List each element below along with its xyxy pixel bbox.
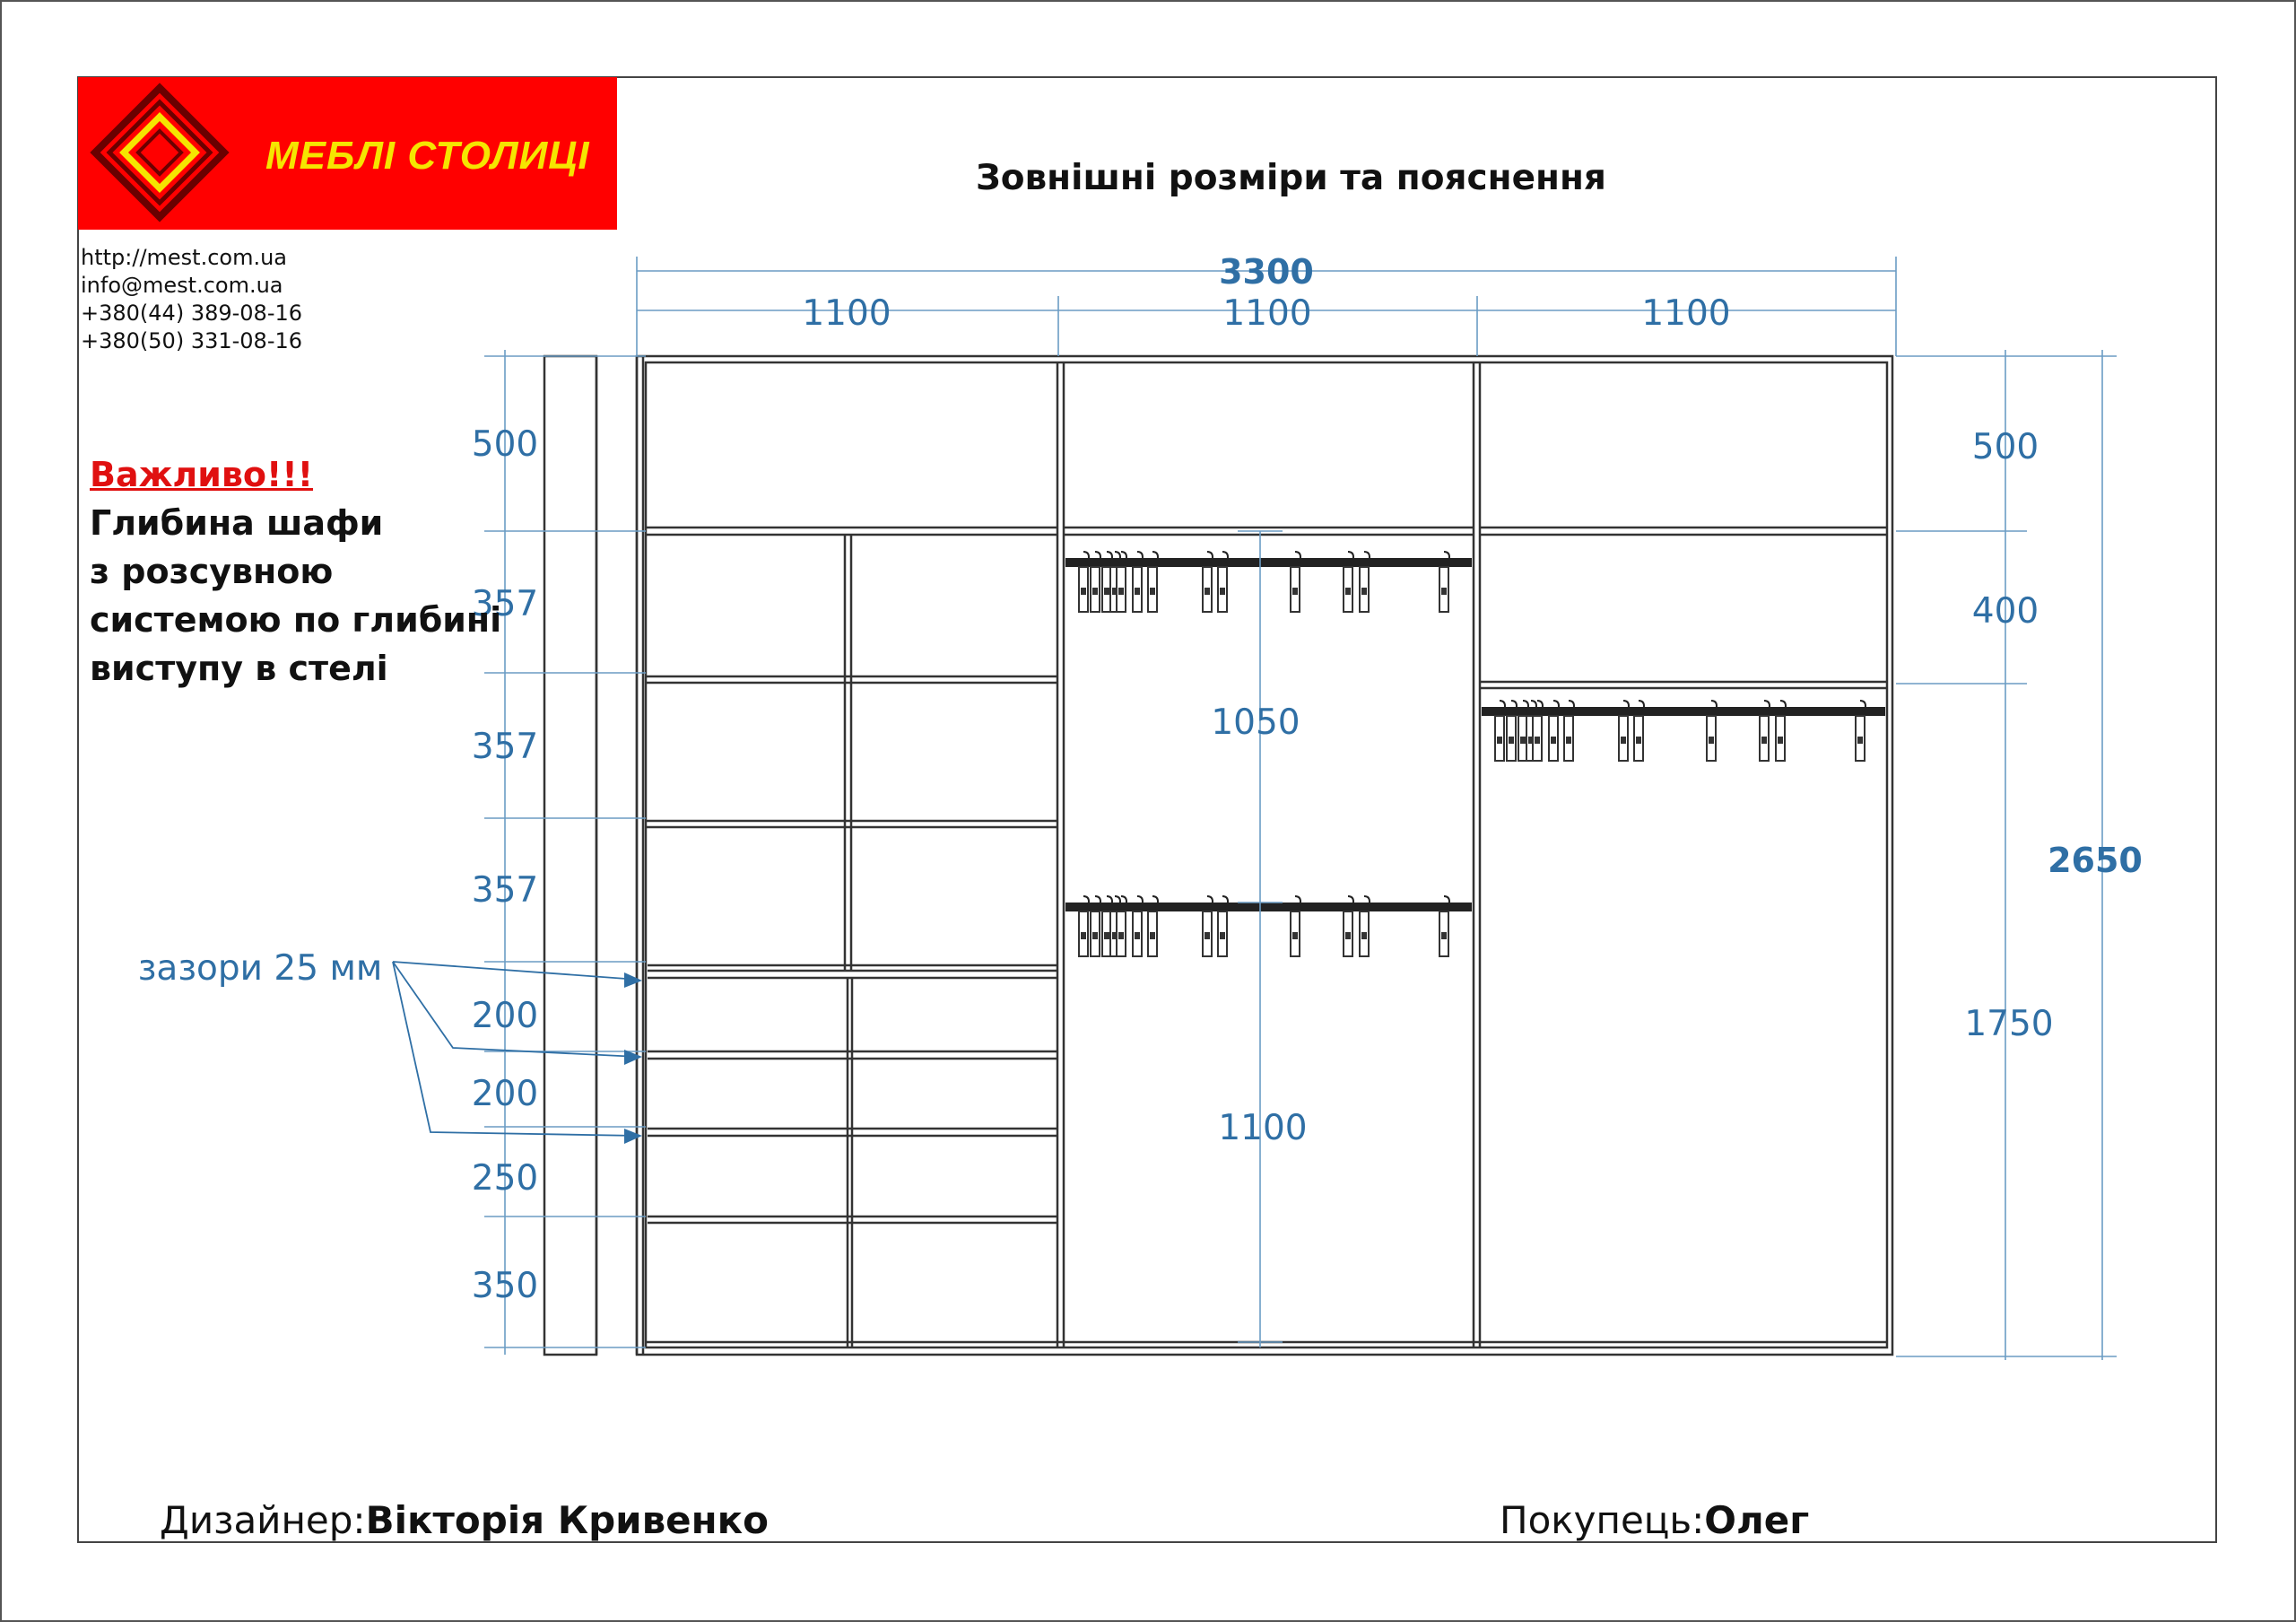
contacts-block [81, 244, 302, 355]
important-line: системою по глибині [90, 600, 502, 640]
website-link[interactable]: http://mest.com.ua [81, 245, 288, 270]
dim-left: 500 [471, 424, 539, 465]
email-link[interactable]: info@mest.com.ua [81, 273, 283, 298]
brand-name: МЕБЛІ СТОЛИЦІ [265, 134, 590, 178]
cabinet-body [637, 356, 1892, 1355]
designer-name: Вікторія Кривенко [365, 1498, 770, 1542]
dim-total-height: 2650 [2048, 841, 2143, 880]
dim-left: 200 [471, 1074, 539, 1114]
cabinet-inner [646, 362, 1887, 1347]
dim-right: 400 [1971, 591, 2039, 632]
important-title: Важливо!!! [90, 455, 314, 494]
dim-left: 357 [471, 727, 539, 767]
dim-left: 200 [471, 996, 539, 1036]
dim-section-width: 1100 [1222, 293, 1312, 334]
phone-2: +380(50) 331-08-16 [81, 328, 303, 353]
customer-line [1500, 1498, 1809, 1542]
dim-left: 357 [471, 870, 539, 911]
dim-section-width: 1100 [1641, 293, 1731, 334]
customer-label: Покупець: [1500, 1498, 1705, 1542]
dim-left: 350 [471, 1266, 539, 1306]
dim-middle: 1050 [1211, 702, 1300, 743]
dim-middle: 1100 [1218, 1108, 1308, 1148]
designer-line [160, 1498, 769, 1542]
dim-total-width: 3300 [1219, 252, 1314, 292]
outer-frame [1, 1, 2295, 1621]
logo-banner [78, 77, 617, 230]
dimension-texts [138, 252, 2143, 1306]
designer-label: Дизайнер: [160, 1498, 366, 1542]
important-line: виступу в стелі [90, 649, 388, 688]
important-line: Глибина шафи [90, 503, 384, 543]
customer-name: Олег [1704, 1498, 1810, 1542]
dim-left: 250 [471, 1158, 539, 1199]
phone-1: +380(44) 389-08-16 [81, 301, 303, 326]
important-line: з розсувною [90, 552, 334, 591]
gap-arrowheads [624, 972, 642, 1144]
dim-right: 500 [1971, 427, 2039, 467]
dim-left: 357 [471, 584, 539, 624]
side-panel-outer [544, 356, 596, 1355]
dim-right: 1750 [1964, 1004, 2054, 1044]
important-note [90, 450, 501, 693]
cabinet-drawing [544, 356, 1892, 1355]
gaps-label: зазори 25 мм [137, 948, 383, 989]
page-title: Зовнішні розміри та пояснення [976, 158, 1606, 198]
dimension-lines [484, 257, 2117, 1360]
dim-section-width: 1100 [802, 293, 891, 334]
rods-layer [1065, 552, 1885, 956]
